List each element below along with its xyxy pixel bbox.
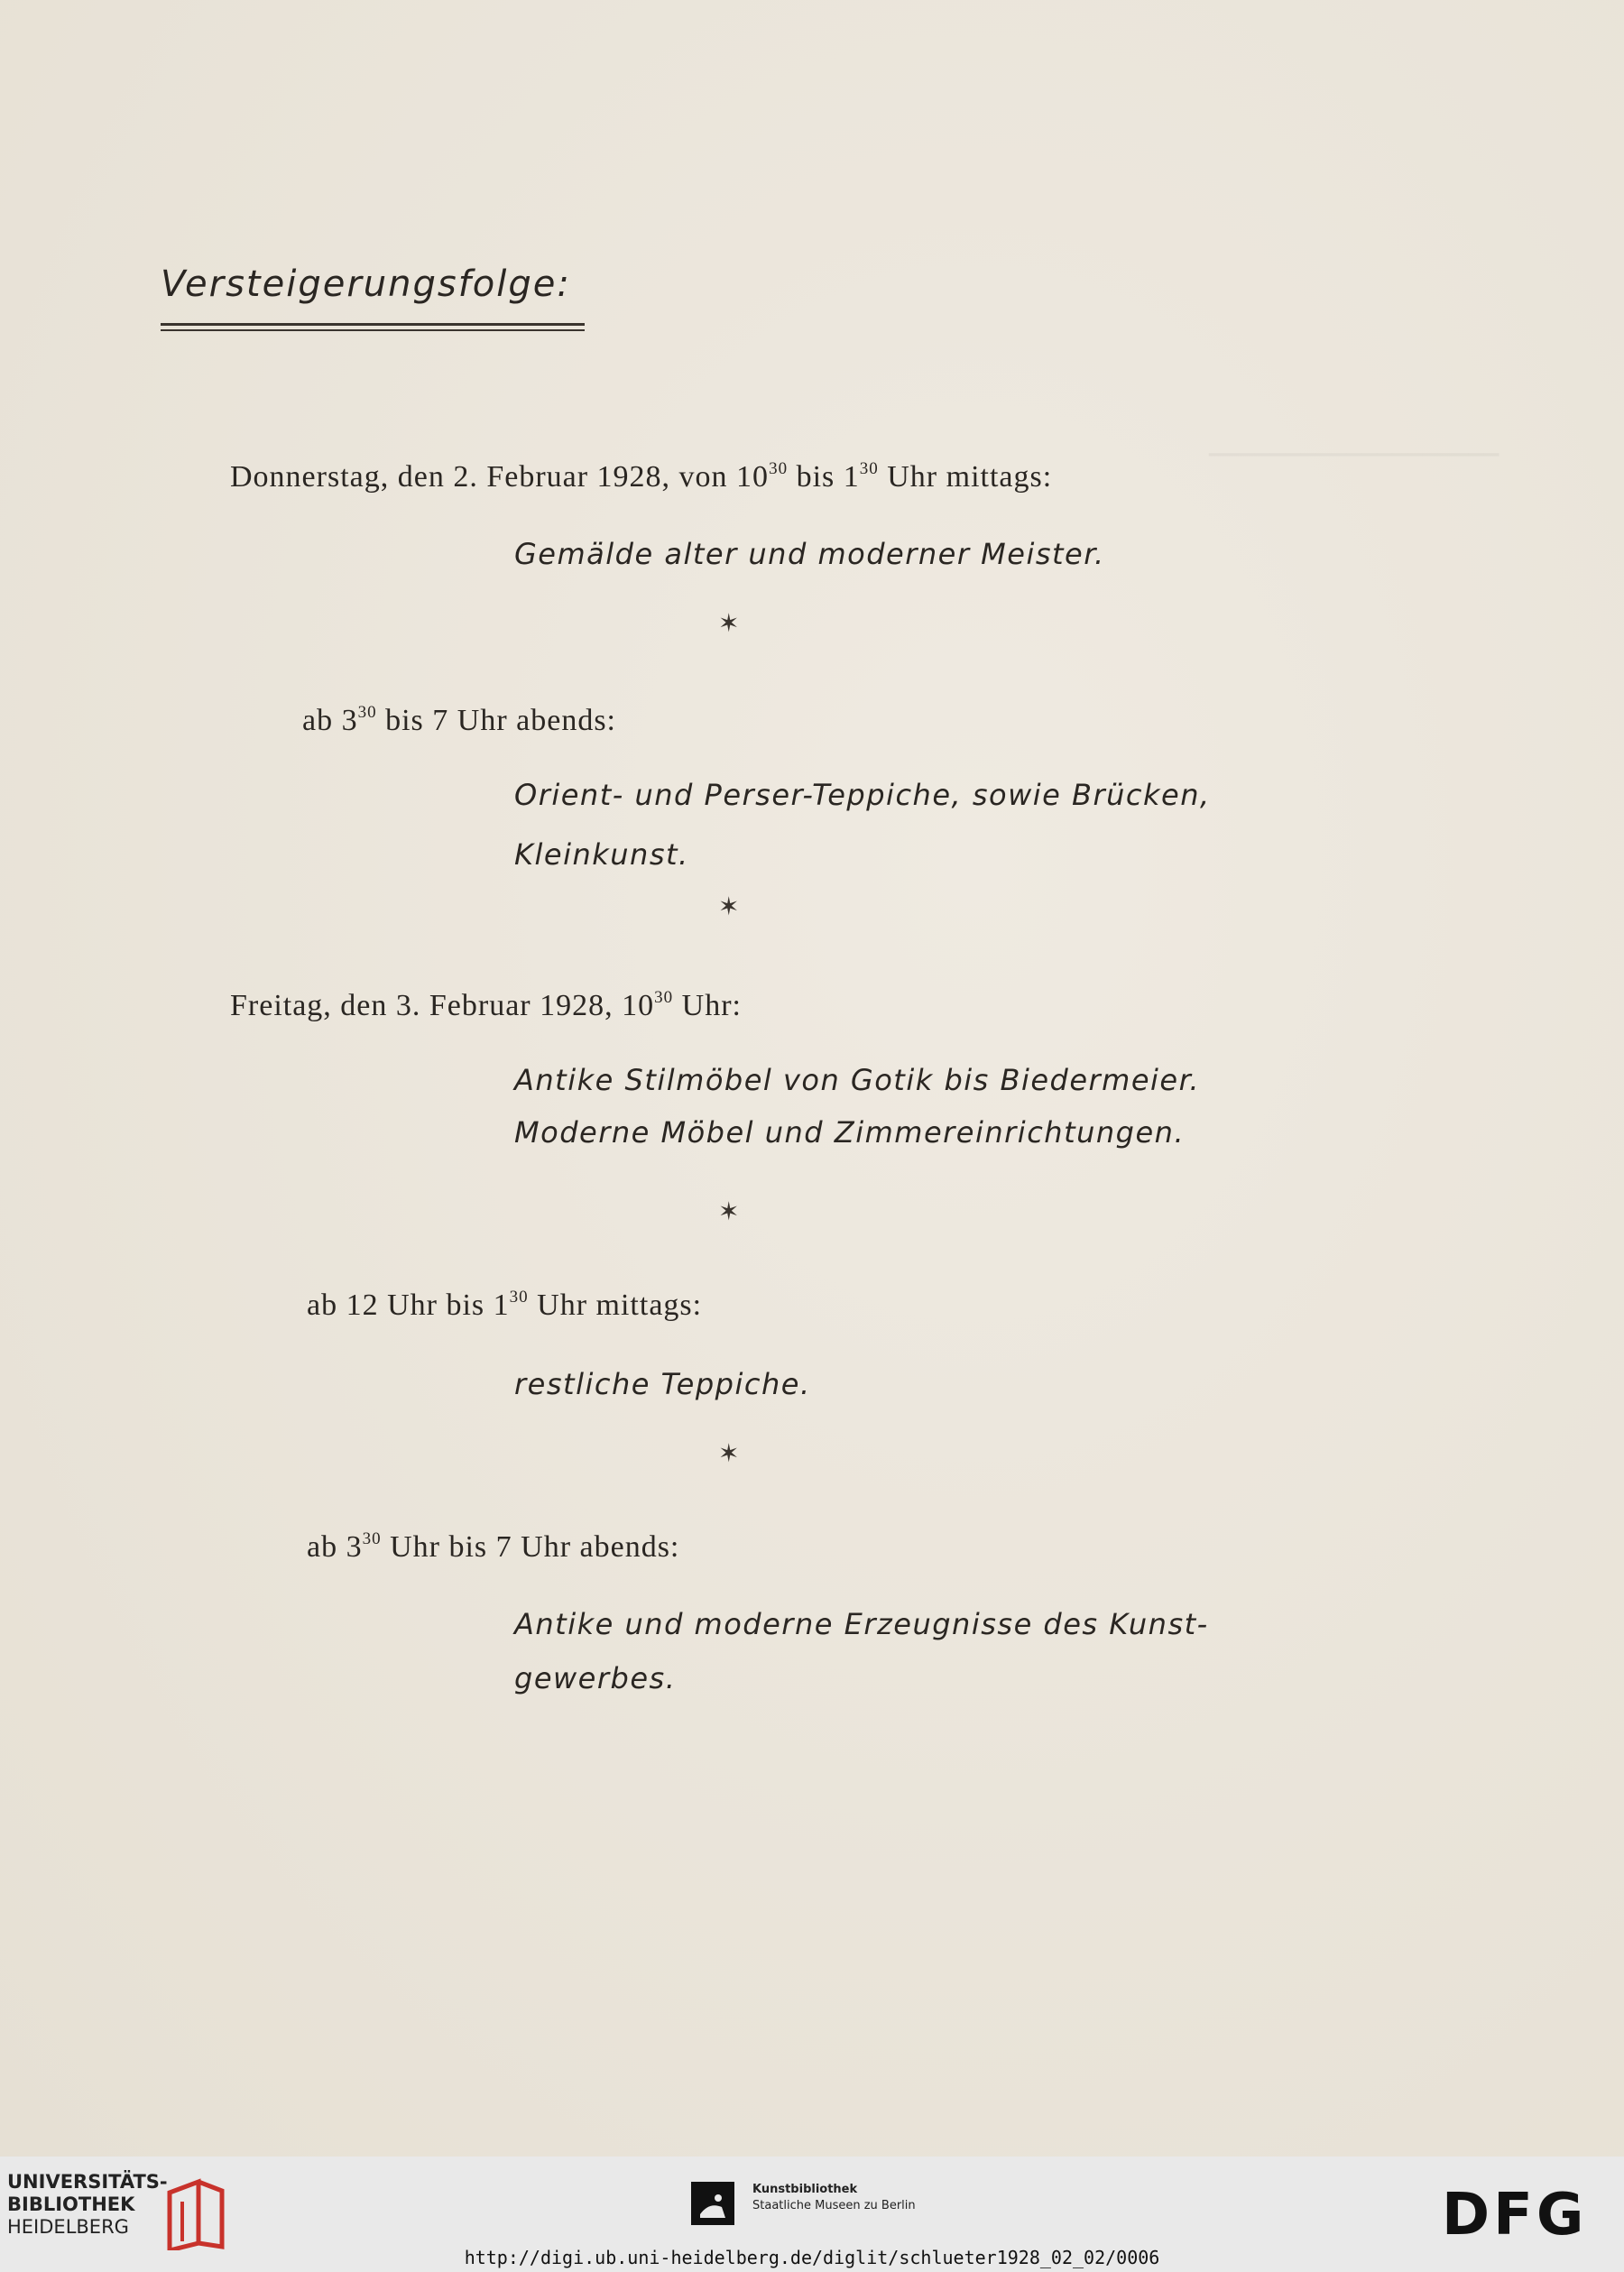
auction-item: Kleinkunst.	[514, 837, 689, 872]
permalink-url[interactable]: http://digi.ub.uni-heidelberg.de/diglit/schlueter1928_02_02/0006	[464, 2247, 1160, 2268]
library-name	[7, 2171, 168, 2239]
session-time-text: ab 3	[302, 704, 358, 737]
star-separator-icon: ✶	[718, 891, 740, 921]
auction-item: Antike und moderne Erzeugnisse des Kunst-	[514, 1607, 1209, 1641]
session-time-text: Uhr mittags:	[528, 1288, 703, 1322]
library-name-line: BIBLIOTHEK	[7, 2193, 135, 2215]
partner-name	[752, 2182, 916, 2214]
session-time-text: bis 7 Uhr abends:	[376, 704, 617, 737]
star-separator-icon: ✶	[718, 608, 740, 638]
library-name-line: HEIDELBERG	[7, 2216, 129, 2238]
session-time-text: bis 1	[788, 460, 860, 494]
viewer-footer	[0, 2157, 1624, 2272]
auction-item: Orient- und Perser-Teppiche, sowie Brücken,	[514, 778, 1211, 812]
session-time-line	[302, 704, 616, 738]
session-time-text: Donnerstag, den 2. Februar 1928, von 10	[230, 460, 770, 494]
auction-item: gewerbes.	[514, 1661, 677, 1695]
partner-name-line: Kunstbibliothek	[752, 2183, 858, 2196]
session-time-text: Uhr mittags:	[878, 460, 1053, 494]
session-time-line	[307, 1288, 702, 1323]
time-superscript: 30	[769, 459, 789, 478]
star-separator-icon: ✶	[718, 1438, 740, 1468]
star-separator-icon: ✶	[718, 1196, 740, 1226]
library-book-icon	[162, 2175, 227, 2250]
time-superscript: 30	[859, 459, 879, 478]
title-underline	[161, 323, 585, 331]
session-time-line	[307, 1530, 679, 1565]
auction-item: Antike Stilmöbel von Gotik bis Biedermeier.	[514, 1063, 1200, 1097]
session-time-text: ab 3	[307, 1530, 363, 1564]
show-through-decoration	[1209, 424, 1499, 467]
session-time-text: Freitag, den 3. Februar 1928, 10	[230, 989, 655, 1022]
time-superscript: 30	[357, 703, 377, 722]
page-title: Versteigerungsfolge:	[161, 263, 571, 305]
museum-emblem-icon	[691, 2182, 734, 2225]
time-superscript: 30	[654, 988, 674, 1007]
session-time-line	[230, 989, 742, 1023]
time-superscript: 30	[509, 1288, 529, 1307]
partner-name-line: Staatliche Museen zu Berlin	[752, 2199, 916, 2212]
session-time-text: Uhr bis 7 Uhr abends:	[381, 1530, 680, 1564]
time-superscript: 30	[362, 1529, 382, 1548]
auction-item: restliche Teppiche.	[514, 1367, 811, 1401]
auction-item: Moderne Möbel und Zimmereinrichtungen.	[514, 1115, 1186, 1150]
session-time-text: Uhr:	[673, 989, 742, 1022]
dfg-logo[interactable]: DFG	[1442, 2182, 1588, 2249]
library-name-line: UNIVERSITÄTS-	[7, 2171, 168, 2193]
session-time-text: ab 12 Uhr bis 1	[307, 1288, 510, 1322]
session-time-line	[230, 460, 1052, 494]
auction-item: Gemälde alter und moderner Meister.	[514, 537, 1105, 571]
